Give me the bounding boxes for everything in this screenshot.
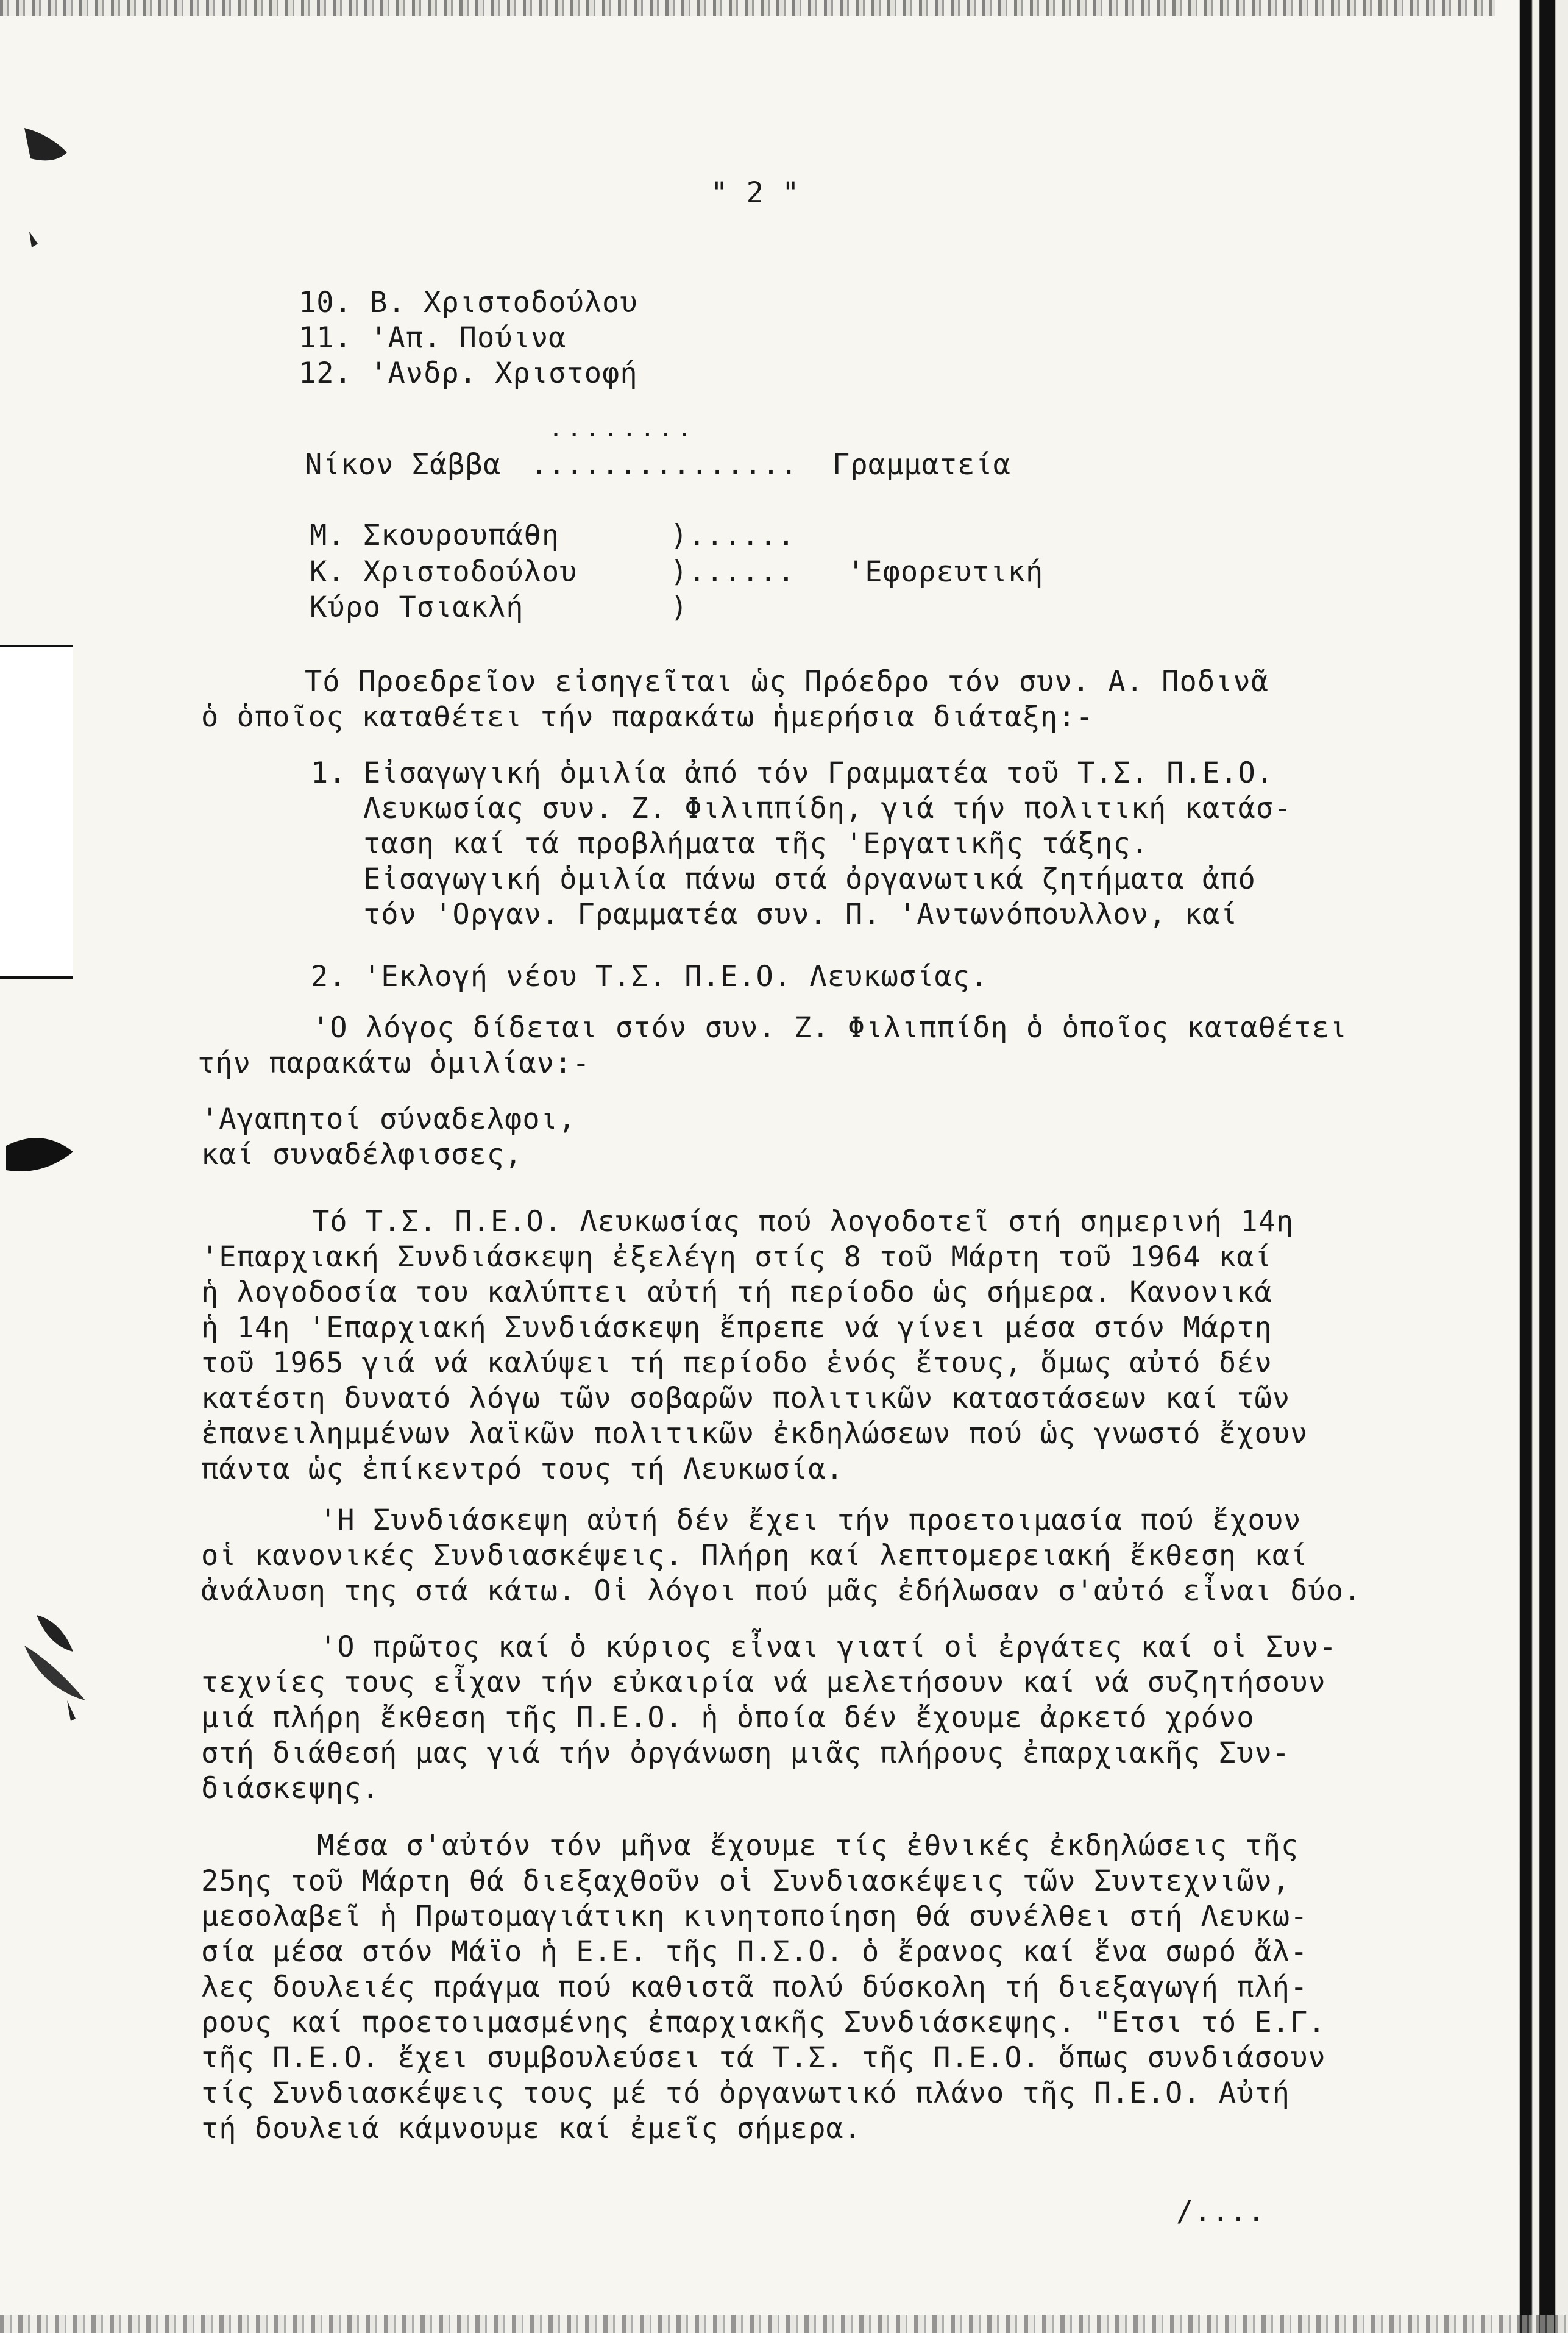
- treasury-name-1: Μ. Σκουρουπάθη: [310, 519, 560, 552]
- agenda-item-1-line-4: Εἰσαγωγική ὁμιλία πάνω στά ὀργανωτικά ζητήματα ἀπό: [363, 862, 1256, 896]
- para4-line-9: τή δουλειά κάμνουμε καί ἐμεῖς σήμερα.: [201, 2112, 862, 2145]
- agenda-item-1-number: 1.: [311, 756, 347, 790]
- para1-line-3: ἡ λογοδοσία του καλύπτει αὐτή τή περίοδο ὡς σήμερα. Κανονικά: [201, 1276, 1272, 1309]
- separator: ........: [548, 414, 695, 442]
- para4-line-6: ρους καί προετοιμασμένης ἐπαρχιακῆς Συνδιάσκεψης. "Ετσι τό Ε.Γ.: [201, 2006, 1326, 2039]
- agenda-item-2-number: 2.: [311, 960, 347, 993]
- treasury-name-3: Κύρο Τσιακλή: [310, 591, 524, 624]
- para4-line-8: τίς Συνδιασκέψεις τους μέ τό ὀργανωτικό πλάνο τῆς Π.Ε.Ο. Αὐτή: [201, 2076, 1291, 2110]
- greeting-line-2: καί συναδέλφισσες,: [201, 1138, 523, 1171]
- para1-line-7: ἐπανειλημμένων λαϊκῶν πολιτικῶν ἐκδηλώσεων πού ὡς γνωστό ἔχουν: [201, 1417, 1308, 1451]
- agenda-item-1-line-5: τόν 'Οργαν. Γραμματέα συν. Π. 'Αντωνόπουλλον, καί: [363, 898, 1238, 931]
- treasury-dots-mid: )......: [670, 555, 796, 589]
- treasury-role: 'Εφορευτική: [847, 555, 1044, 589]
- para3-line-3: μιά πλήρη ἔκθεση τῆς Π.Ε.Ο. ἡ ὁποία δέν ἔχουμε ἀρκετό χρόνο: [201, 1701, 1255, 1735]
- member-10: 10. Β. Χριστοδούλου: [299, 286, 638, 319]
- para3-line-4: στή διάθεσή μας γιά τήν ὀργάνωση μιᾶς πλήρους ἐπαρχιακῆς Συν-: [201, 1736, 1291, 1770]
- member-11: 11. 'Απ. Πούινα: [299, 321, 567, 355]
- para4-line-1: Μέσα σ'αὐτόν τόν μῆνα ἔχουμε τίς ἐθνικές ἐκδηλώσεις τῆς: [317, 1829, 1299, 1862]
- secretariat-dots: ...............: [530, 448, 798, 481]
- greeting-line-1: 'Αγαπητοί σύναδελφοι,: [201, 1103, 576, 1136]
- para2-line-3: ἀνάλυση της στά κάτω. Οἱ λόγοι πού μᾶς ἐδήλωσαν σ'αὐτό εἶναι δύο.: [201, 1574, 1362, 1608]
- continuation-mark: /....: [1176, 2195, 1266, 2228]
- para4-line-2: 25ης τοῦ Μάρτη θά διεξαχθοῦν οἱ Συνδιασκέψεις τῶν Συντεχνιῶν,: [201, 1864, 1291, 1898]
- agenda-item-1-line-3: ταση καί τά προβλήματα τῆς 'Εργατικῆς τάξης.: [363, 827, 1149, 861]
- member-12: 12. 'Ανδρ. Χριστοφή: [299, 357, 638, 390]
- para1-line-2: 'Επαρχιακή Συνδιάσκεψη ἐξελέγη στίς 8 τοῦ Μάρτη τοῦ 1964 καί: [201, 1240, 1272, 1274]
- floor-line-1: 'Ο λόγος δίδεται στόν συν. Ζ. Φιλιππίδη ὁ ὁποῖος καταθέτει: [312, 1011, 1348, 1045]
- para3-line-2: τεχνίες τους εἶχαν τήν εὐκαιρία νά μελετήσουν καί νά συζητήσουν: [201, 1666, 1326, 1699]
- agenda-item-2: 'Εκλογή νέου Τ.Σ. Π.Ε.Ο. Λευκωσίας.: [363, 960, 988, 993]
- agenda-item-1-line-1: Εἰσαγωγική ὁμιλία ἀπό τόν Γραμματέα τοῦ Τ.Σ. Π.Ε.Ο.: [363, 756, 1274, 790]
- para1-line-6: κατέστη δυνατό λόγω τῶν σοβαρῶν πολιτικῶν καταστάσεων καί τῶν: [201, 1382, 1291, 1415]
- para1-line-5: τοῦ 1965 γιά νά καλύψει τή περίοδο ἑνός ἔτους, ὅμως αὐτό δέν: [201, 1346, 1272, 1380]
- treasury-bracket-bottom: ): [670, 591, 689, 624]
- para3-line-5: διάσκεψης.: [201, 1772, 380, 1805]
- secretariat-name: Νίκον Σάββα: [305, 448, 502, 481]
- para1-line-1: Τό Τ.Σ. Π.Ε.Ο. Λευκωσίας πού λογοδοτεῖ στή σημερινή 14η: [312, 1205, 1294, 1238]
- treasury-name-2: Κ. Χριστοδούλου: [310, 555, 578, 589]
- para1-line-4: ἡ 14η 'Επαρχιακή Συνδιάσκεψη ἔπρεπε νά γίνει μέσα στόν Μάρτη: [201, 1311, 1272, 1344]
- treasury-dots-top: )......: [670, 519, 796, 552]
- para4-line-7: τῆς Π.Ε.Ο. ἔχει συμβουλεύσει τά Τ.Σ. τῆς Π.Ε.Ο. ὅπως συνδιάσουν: [201, 2041, 1326, 2075]
- presidium-line-2: ὁ ὁποῖος καταθέτει τήν παρακάτω ἡμερήσια διάταξη:-: [201, 700, 1094, 734]
- para4-line-5: λες δουλειές πράγμα πού καθιστᾶ πολύ δύσκολη τή διεξαγωγή πλή-: [201, 1970, 1308, 2004]
- para4-line-4: σία μέσα στόν Μάϊο ἡ Ε.Ε. τῆς Π.Σ.Ο. ὁ ἔρανος καί ἕνα σωρό ἄλ-: [201, 1935, 1308, 1969]
- page-number: " 2 ": [711, 176, 800, 210]
- para4-line-3: μεσολαβεῖ ἡ Πρωτομαγιάτικη κινητοποίηση θά συνέλθει στή Λευκω-: [201, 1900, 1308, 1933]
- para2-line-2: οἱ κανονικές Συνδιασκέψεις. Πλήρη καί λεπτομερειακή ἔκθεση καί: [201, 1539, 1308, 1572]
- presidium-line-1: Τό Προεδρεῖον εἰσηγεῖται ὡς Πρόεδρο τόν συν. Α. Ποδινᾶ: [305, 665, 1269, 698]
- secretariat-role: Γραμματεία: [832, 448, 1011, 481]
- agenda-item-1-line-2: Λευκωσίας συν. Ζ. Φιλιππίδη, γιά τήν πολιτική κατάσ-: [363, 792, 1292, 825]
- para3-line-1: 'Ο πρῶτος καί ὁ κύριος εἶναι γιατί οἱ ἐργάτες καί οἱ Συν-: [319, 1630, 1337, 1664]
- para1-line-8: πάντα ὡς ἐπίκεντρό τους τή Λευκωσία.: [201, 1452, 844, 1486]
- para2-line-1: 'Η Συνδιάσκεψη αὐτή δέν ἔχει τήν προετοιμασία πού ἔχουν: [319, 1504, 1302, 1537]
- floor-line-2: τήν παρακάτω ὁμιλίαν:-: [197, 1046, 591, 1080]
